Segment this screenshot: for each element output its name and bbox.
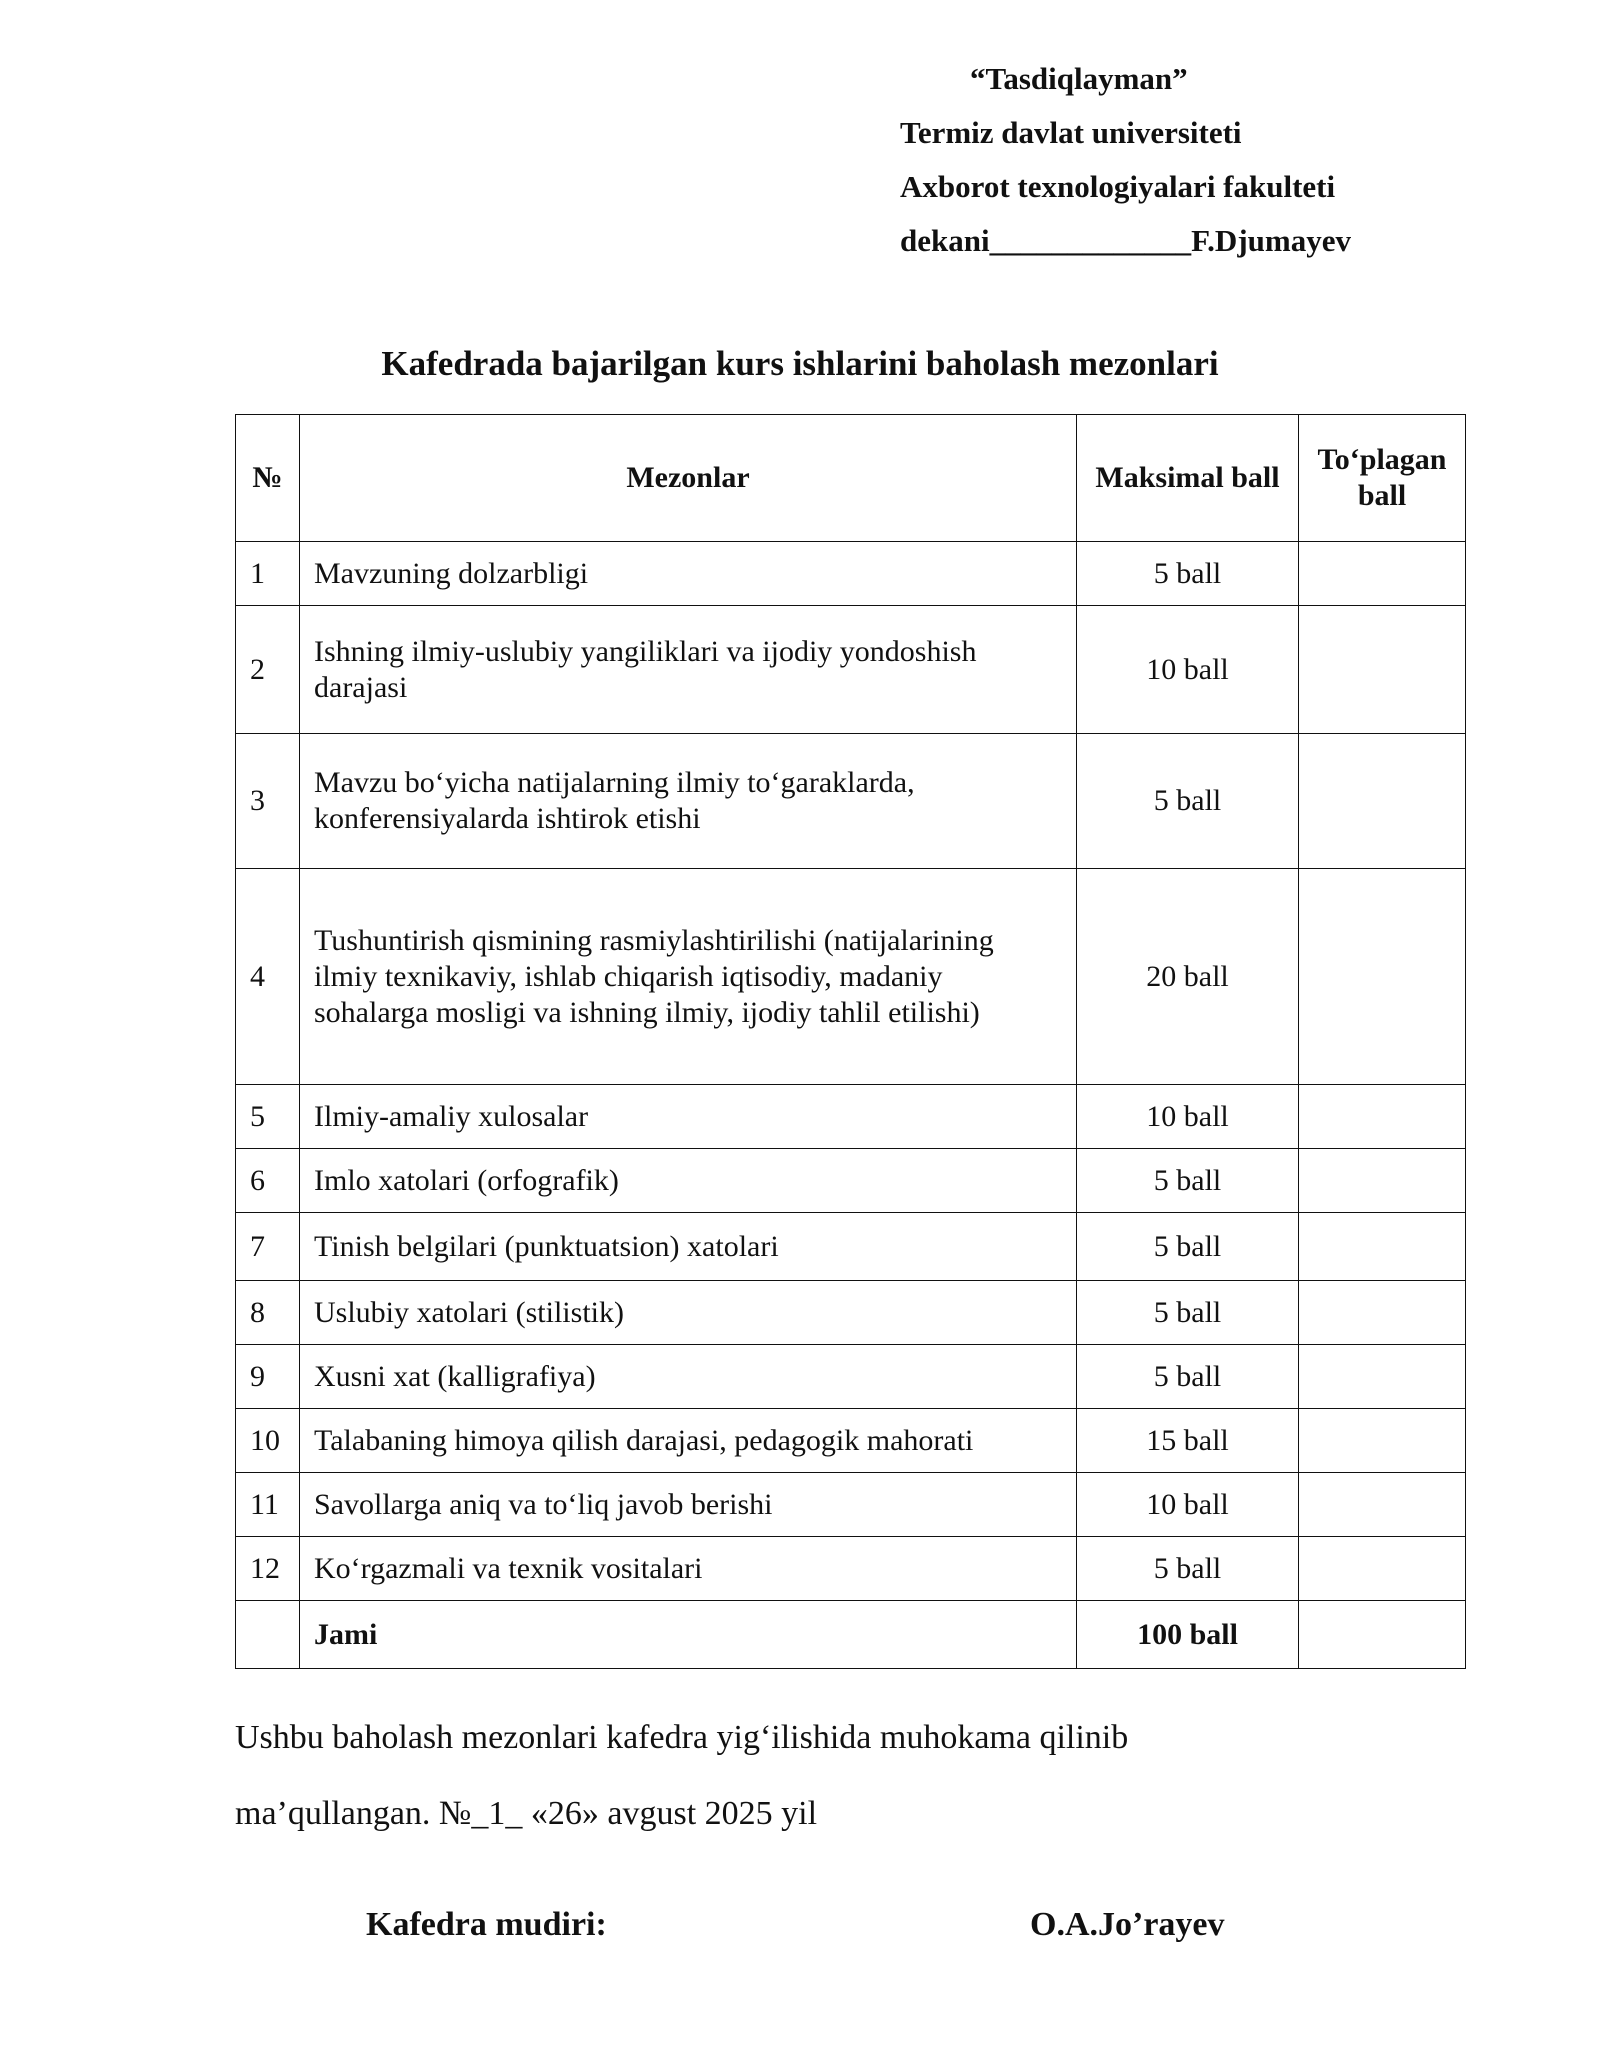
row-num: 4 — [236, 869, 300, 1085]
row-obtained-score — [1299, 1213, 1466, 1281]
total-obtained-score — [1299, 1601, 1466, 1669]
row-criteria: Tushuntirish qismining rasmiylashtirilishi (natijalarining ilmiy texnikaviy, ishlab chiqarish iqtisodiy, madaniy sohalarga mosligi va ishning ilmiy, ijodiy tahlil etilishi) — [300, 869, 1077, 1085]
row-criteria: Ilmiy-amaliy xulosalar — [300, 1085, 1077, 1149]
approval-title: “Tasdiqlayman” — [970, 61, 1188, 96]
row-max-score: 10 ball — [1077, 606, 1299, 734]
row-num: 1 — [236, 542, 300, 606]
signature-label: Kafedra mudiri: — [366, 1906, 607, 1943]
row-num: 12 — [236, 1537, 300, 1601]
row-criteria: Ishning ilmiy-uslubiy yangiliklari va ijodiy yondoshish darajasi — [300, 606, 1077, 734]
row-obtained-score — [1299, 1345, 1466, 1409]
row-max-score: 20 ball — [1077, 869, 1299, 1085]
table-row — [236, 1409, 1466, 1473]
row-max-score: 5 ball — [1077, 1345, 1299, 1409]
table-row — [236, 1085, 1466, 1149]
table-row — [236, 1473, 1466, 1537]
row-num: 5 — [236, 1085, 300, 1149]
total-num — [236, 1601, 300, 1669]
row-max-score: 10 ball — [1077, 1473, 1299, 1537]
row-max-score: 5 ball — [1077, 542, 1299, 606]
table-row — [236, 1213, 1466, 1281]
approval-university: Termiz davlat universiteti — [900, 115, 1242, 150]
row-criteria: Imlo xatolari (orfografik) — [300, 1149, 1077, 1213]
row-obtained-score — [1299, 606, 1466, 734]
approval-block — [900, 52, 1420, 268]
header-criteria: Mezonlar — [300, 415, 1077, 542]
row-num: 8 — [236, 1281, 300, 1345]
row-max-score: 5 ball — [1077, 1149, 1299, 1213]
row-criteria: Xusni xat (kalligrafiya) — [300, 1345, 1077, 1409]
row-obtained-score — [1299, 1281, 1466, 1345]
total-label: Jami — [300, 1601, 1077, 1669]
row-num: 11 — [236, 1473, 300, 1537]
row-num: 7 — [236, 1213, 300, 1281]
row-num: 2 — [236, 606, 300, 734]
approval-note — [235, 1700, 1385, 1852]
table-row — [236, 734, 1466, 869]
row-max-score: 15 ball — [1077, 1409, 1299, 1473]
table-row — [236, 869, 1466, 1085]
header-max: Maksimal ball — [1077, 415, 1299, 542]
row-criteria: Savollarga aniq va to‘liq javob berishi — [300, 1473, 1077, 1537]
row-max-score: 5 ball — [1077, 1213, 1299, 1281]
row-obtained-score — [1299, 734, 1466, 869]
row-max-score: 5 ball — [1077, 734, 1299, 869]
row-num: 6 — [236, 1149, 300, 1213]
row-criteria: Talabaning himoya qilish darajasi, pedagogik mahorati — [300, 1409, 1077, 1473]
row-num: 3 — [236, 734, 300, 869]
signature-name: O.A.Jo’rayev — [1030, 1906, 1225, 1943]
row-obtained-score — [1299, 1473, 1466, 1537]
approval-faculty: Axborot texnologiyalari fakulteti — [900, 169, 1336, 204]
row-obtained-score — [1299, 1149, 1466, 1213]
row-obtained-score — [1299, 869, 1466, 1085]
note-line-1: Ushbu baholash mezonlari kafedra yig‘ilishida muhokama qilinib — [235, 1719, 1129, 1756]
table-row — [236, 1281, 1466, 1345]
row-obtained-score — [1299, 1537, 1466, 1601]
row-criteria: Uslubiy xatolari (stilistik) — [300, 1281, 1077, 1345]
row-max-score: 5 ball — [1077, 1537, 1299, 1601]
criteria-table — [235, 414, 1466, 1669]
table-row — [236, 1149, 1466, 1213]
table-row — [236, 1537, 1466, 1601]
table-row — [236, 1345, 1466, 1409]
note-line-2: ma’qullangan. №_1_ «26» avgust 2025 yil — [235, 1795, 818, 1832]
row-criteria: Mavzuning dolzarbligi — [300, 542, 1077, 606]
row-max-score: 5 ball — [1077, 1281, 1299, 1345]
row-criteria: Tinish belgilari (punktuatsion) xatolari — [300, 1213, 1077, 1281]
row-obtained-score — [1299, 1085, 1466, 1149]
table-total-row — [236, 1601, 1466, 1669]
table-header-row — [236, 415, 1466, 542]
total-max-score: 100 ball — [1077, 1601, 1299, 1669]
row-max-score: 10 ball — [1077, 1085, 1299, 1149]
row-obtained-score — [1299, 542, 1466, 606]
row-criteria: Ko‘rgazmali va texnik vositalari — [300, 1537, 1077, 1601]
row-num: 10 — [236, 1409, 300, 1473]
row-obtained-score — [1299, 1409, 1466, 1473]
document-title: Kafedrada bajarilgan kurs ishlarini baholash mezonlari — [381, 344, 1219, 383]
row-criteria: Mavzu bo‘yicha natijalarning ilmiy to‘garaklarda, konferensiyalarda ishtirok etishi — [300, 734, 1077, 869]
header-num: № — [236, 415, 300, 542]
table-row — [236, 606, 1466, 734]
header-got: To‘plagan ball — [1299, 415, 1466, 542]
row-num: 9 — [236, 1345, 300, 1409]
approval-dean-line: dekani_____________F.Djumayev — [900, 223, 1351, 258]
table-row — [236, 542, 1466, 606]
